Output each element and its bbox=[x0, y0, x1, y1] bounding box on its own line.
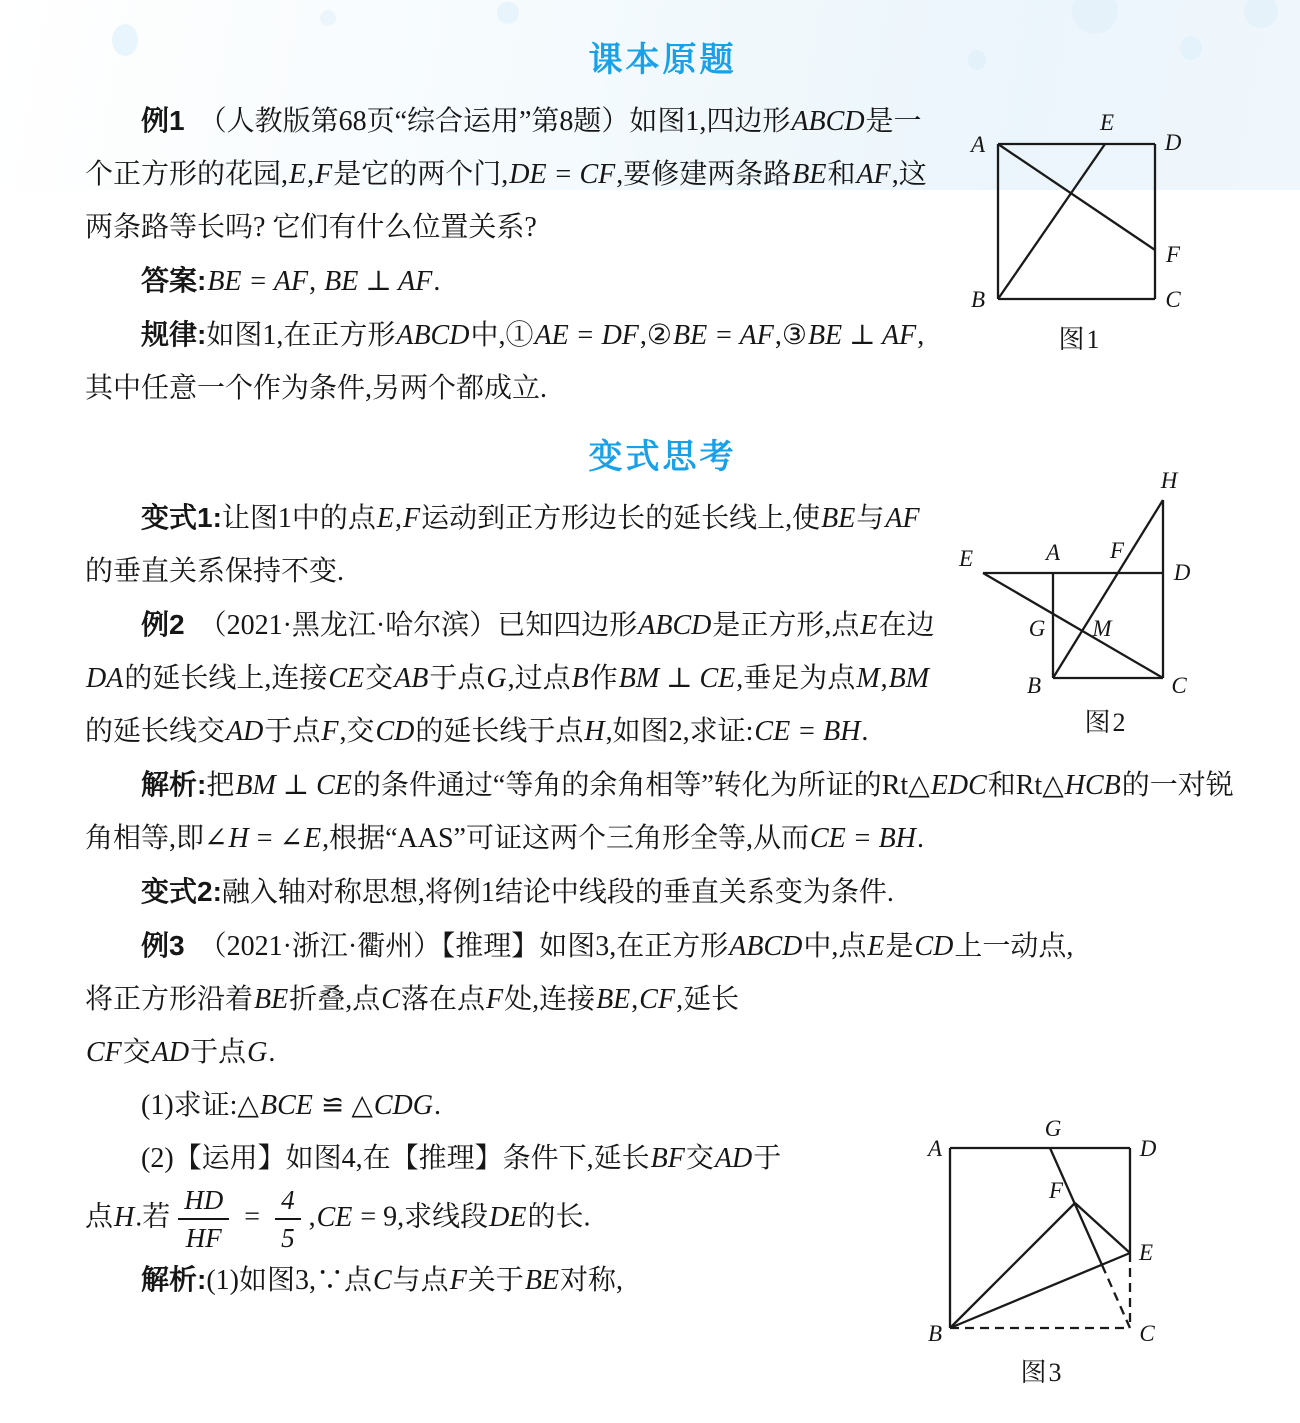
math-run: CD bbox=[914, 931, 954, 962]
text-run: 把 bbox=[206, 770, 235, 801]
math-run: F bbox=[485, 984, 504, 1015]
math-run: ABCD bbox=[396, 320, 470, 351]
text-run: 上一动点, bbox=[954, 931, 1074, 962]
math-run: DE bbox=[489, 1201, 527, 1233]
text-run: ,过点 bbox=[507, 663, 571, 694]
paragraph-variation2 bbox=[85, 865, 1240, 919]
fig1-label-A: A bbox=[970, 132, 986, 157]
figure-1 bbox=[950, 92, 1250, 367]
fig3-label-E: E bbox=[1138, 1240, 1154, 1265]
paragraph-rule1 bbox=[85, 308, 940, 415]
math-run: E bbox=[867, 931, 885, 962]
text-run: 关于 bbox=[467, 1265, 524, 1297]
fig2-label-C: C bbox=[1171, 673, 1187, 698]
text-run: 和Rt△ bbox=[987, 770, 1064, 801]
math-run: BE = AF bbox=[673, 320, 774, 351]
math-run: CF bbox=[639, 984, 676, 1015]
bold-label: 解析: bbox=[141, 1264, 207, 1296]
text-run: , bbox=[309, 266, 324, 297]
math-run: AD bbox=[151, 1037, 190, 1068]
fig3-label-C: C bbox=[1139, 1321, 1155, 1346]
math-run: BE ⊥ AF bbox=[324, 266, 433, 297]
fraction-numerator: 4 bbox=[275, 1185, 301, 1220]
math-run: B bbox=[571, 663, 589, 694]
text-run: （2021·浙江·衢州）【推理】如图3,在正方形 bbox=[184, 931, 729, 962]
text-run: 的延长线于点 bbox=[415, 716, 584, 747]
math-run: C bbox=[381, 984, 400, 1015]
text-run: 的条件通过“等角的余角相等”转化为所证的Rt△ bbox=[352, 770, 930, 801]
bold-label: 解析: bbox=[141, 769, 207, 800]
fig2-label-A: A bbox=[1045, 540, 1061, 565]
math-run: BM ⊥ CE bbox=[235, 770, 352, 801]
math-run: BCE bbox=[259, 1090, 313, 1121]
math-run: CE bbox=[316, 1201, 353, 1233]
text-run: ,交 bbox=[339, 716, 375, 747]
text-run: 如图1,在正方形 bbox=[206, 320, 396, 351]
paragraph-example3-line2 bbox=[85, 973, 880, 1026]
text-run: ,要修建两条路 bbox=[616, 159, 792, 190]
text-run: . bbox=[268, 1037, 276, 1068]
text-run: = bbox=[237, 1201, 268, 1233]
figure-1-square bbox=[998, 144, 1155, 299]
math-run: H bbox=[228, 823, 249, 854]
text-run: 是正方形,点 bbox=[712, 610, 860, 641]
text-run: 折叠,点 bbox=[289, 984, 381, 1015]
fig2-label-H: H bbox=[1160, 468, 1178, 493]
text-run: .若 bbox=[135, 1201, 171, 1233]
math-run: AB bbox=[394, 663, 429, 694]
math-run: E bbox=[303, 823, 322, 854]
paragraph-example3-line1 bbox=[85, 919, 1240, 973]
math-run: BE ⊥ AF bbox=[807, 320, 917, 351]
figure-1-svg bbox=[950, 92, 1250, 367]
paragraph-example1 bbox=[85, 94, 940, 254]
fig1-label-F: F bbox=[1165, 242, 1181, 267]
math-run: HCB bbox=[1064, 770, 1121, 801]
figure-1-caption: 图1 bbox=[1058, 325, 1102, 354]
math-run: BF bbox=[650, 1143, 685, 1174]
text-run: 在边 bbox=[878, 610, 935, 641]
text-run: 交 bbox=[122, 1037, 151, 1068]
text-run: 于点 bbox=[429, 663, 486, 694]
text-run: = ∠ bbox=[249, 823, 303, 854]
paragraph-example2 bbox=[85, 598, 940, 758]
text-run: 交 bbox=[685, 1143, 714, 1174]
text-run: 于 bbox=[753, 1143, 782, 1174]
text-run: 的延长线上,连接 bbox=[124, 663, 328, 694]
paragraph-question1 bbox=[85, 1079, 880, 1132]
fig1-label-B: B bbox=[970, 287, 986, 312]
fraction bbox=[275, 1185, 301, 1253]
math-run: F bbox=[449, 1265, 467, 1297]
text-run: 运动到正方形边长的延长线上,使 bbox=[421, 503, 821, 534]
text-run: = 9,求线段 bbox=[353, 1201, 489, 1233]
math-run: BE bbox=[524, 1265, 560, 1297]
text-run: , bbox=[880, 663, 888, 694]
text-run: 落在点 bbox=[400, 984, 485, 1015]
bold-label: 规律: bbox=[141, 319, 207, 350]
math-run: AF bbox=[856, 159, 891, 190]
text-run: 是 bbox=[885, 931, 914, 962]
math-run: BE = AF bbox=[207, 266, 309, 297]
math-run: ABCD bbox=[791, 106, 865, 137]
figure-3 bbox=[890, 1108, 1200, 1408]
math-run: AD bbox=[226, 716, 264, 747]
figure-2 bbox=[930, 448, 1240, 748]
math-run: BE bbox=[596, 984, 631, 1015]
text-run: 是一个正方形的花园, bbox=[85, 106, 922, 190]
math-run: E bbox=[376, 503, 395, 534]
math-run: CDG bbox=[373, 1090, 433, 1121]
text-run: (2)【运用】如图4,在【推理】条件下,延长 bbox=[141, 1143, 650, 1174]
math-run: ABCD bbox=[729, 931, 803, 962]
text-run: 与 bbox=[856, 503, 885, 534]
bold-label: 例3 bbox=[141, 930, 185, 961]
math-run: F bbox=[321, 716, 339, 747]
text-run: ,垂足为点 bbox=[736, 663, 856, 694]
text-run: , bbox=[395, 503, 403, 534]
math-run: EDC bbox=[930, 770, 987, 801]
text-run: 中,点 bbox=[803, 931, 867, 962]
fig3-label-B: B bbox=[927, 1321, 943, 1346]
math-run: G bbox=[247, 1037, 268, 1068]
section-title-variation-thinking: 变式思考 bbox=[588, 438, 737, 476]
math-run: ABCD bbox=[638, 610, 712, 641]
figure-1-diagonal-lines bbox=[998, 144, 1155, 299]
text-run: 于点 bbox=[190, 1037, 247, 1068]
fraction-numerator: HD bbox=[178, 1185, 229, 1220]
math-run: CD bbox=[375, 716, 415, 747]
text-run: (1)如图3,∵点 bbox=[206, 1265, 372, 1297]
text-run: 对称, bbox=[560, 1265, 624, 1297]
section-title-textbook-original: 课本原题 bbox=[588, 41, 737, 79]
math-run: C bbox=[372, 1265, 392, 1297]
figure-2-caption: 图2 bbox=[1084, 708, 1128, 737]
paragraph-solution3 bbox=[85, 1253, 880, 1307]
math-run: F bbox=[403, 503, 421, 534]
math-run: BE bbox=[792, 159, 827, 190]
text-run: . bbox=[916, 823, 924, 854]
paragraph-question2-fraction bbox=[85, 1185, 880, 1253]
text-run: , bbox=[631, 984, 639, 1015]
text-run: 中,① bbox=[470, 320, 534, 351]
figure-3-svg bbox=[890, 1108, 1200, 1408]
text-run: 的垂直关系保持不变. bbox=[85, 556, 345, 587]
fig3-label-D: D bbox=[1139, 1136, 1157, 1161]
fig2-label-F: F bbox=[1109, 538, 1125, 563]
fig1-label-C: C bbox=[1165, 287, 1181, 312]
figure-2-diagonal-lines bbox=[983, 500, 1163, 678]
text-run: ≌ △ bbox=[313, 1090, 373, 1121]
text-run: . bbox=[433, 266, 441, 297]
fig3-label-F: F bbox=[1048, 1178, 1064, 1203]
bold-label: 答案: bbox=[141, 265, 207, 296]
text-run: （人教版第68页“综合运用”第8题）如图1,四边形 bbox=[184, 106, 791, 137]
fig3-label-A: A bbox=[927, 1136, 943, 1161]
text-run: 的长. bbox=[527, 1201, 591, 1233]
math-run: DE = CF bbox=[509, 159, 616, 190]
math-run: E bbox=[289, 159, 307, 190]
fig2-label-D: D bbox=[1173, 560, 1191, 585]
fraction-denominator: HF bbox=[185, 1223, 222, 1254]
fig2-label-E: E bbox=[958, 546, 974, 571]
text-run: 是它的两个门, bbox=[333, 159, 509, 190]
paragraph-solution2 bbox=[85, 758, 1240, 865]
paragraph-question2 bbox=[85, 1132, 880, 1185]
text-run: 作 bbox=[589, 663, 618, 694]
math-run: AD bbox=[714, 1143, 753, 1174]
figure-2-vertex-labels bbox=[958, 468, 1191, 698]
bold-label: 例1 bbox=[141, 105, 185, 136]
math-run: BE bbox=[821, 503, 856, 534]
math-run: AE = DF bbox=[534, 320, 639, 351]
text-run: ,这两条路等长吗? 它们有什么位置关系? bbox=[85, 159, 927, 243]
figure-1-vertex-labels bbox=[969, 110, 1182, 312]
paragraph-example3-line3 bbox=[85, 1026, 880, 1079]
fig1-label-E: E bbox=[1099, 110, 1115, 135]
figure-3-caption: 图3 bbox=[1020, 1358, 1064, 1387]
text-run: 点 bbox=[85, 1201, 114, 1233]
math-run: BM bbox=[888, 663, 930, 694]
math-run: CE = BH bbox=[754, 716, 861, 747]
math-run: F bbox=[315, 159, 333, 190]
math-run: CF bbox=[86, 1037, 122, 1068]
math-run: CE bbox=[328, 663, 365, 694]
text-run: 将正方形沿着 bbox=[85, 984, 254, 1015]
fraction bbox=[178, 1185, 229, 1253]
text-run: 的延长线交 bbox=[85, 716, 226, 747]
figure-2-extension-lines bbox=[983, 500, 1163, 573]
text-run: ,根据“AAS”可证这两个三角形全等,从而 bbox=[322, 823, 809, 854]
math-run: H bbox=[114, 1201, 135, 1233]
text-run: 与点 bbox=[392, 1265, 449, 1297]
text-run: , bbox=[308, 1201, 316, 1233]
text-run: ,延长 bbox=[676, 984, 740, 1015]
bold-label: 例2 bbox=[141, 609, 185, 640]
math-run: BM ⊥ CE bbox=[618, 663, 736, 694]
math-run: E bbox=[860, 610, 878, 641]
math-run: H bbox=[584, 716, 605, 747]
math-run: DA bbox=[86, 663, 124, 694]
text-run: （2021·黑龙江·哈尔滨）已知四边形 bbox=[184, 610, 638, 641]
math-run: BE bbox=[254, 984, 289, 1015]
paragraph-variation1 bbox=[85, 491, 940, 598]
fig3-label-G: G bbox=[1044, 1116, 1062, 1141]
text-run: 处,连接 bbox=[504, 984, 596, 1015]
text-run: 的一对锐角相等,即∠ bbox=[85, 770, 1234, 854]
text-run: ,其中任意一个作为条件,另两个都成立. bbox=[85, 320, 925, 404]
text-run: 交 bbox=[365, 663, 394, 694]
figure-3-solid-lines bbox=[950, 1148, 1130, 1328]
math-run: G bbox=[486, 663, 507, 694]
fig2-label-M: M bbox=[1092, 616, 1112, 641]
bold-label: 变式2: bbox=[141, 876, 222, 907]
text-run: ,③ bbox=[774, 320, 807, 351]
fraction-denominator: 5 bbox=[281, 1223, 295, 1254]
math-run: M bbox=[856, 663, 880, 694]
fig2-label-G: G bbox=[1028, 616, 1046, 641]
figure-2-svg bbox=[930, 448, 1240, 748]
math-run: AF bbox=[885, 503, 920, 534]
paragraph-answer1 bbox=[85, 254, 940, 308]
math-run: CE = BH bbox=[809, 823, 916, 854]
text-run: 和 bbox=[827, 159, 856, 190]
text-run: ,② bbox=[639, 320, 673, 351]
fig1-label-D: D bbox=[1164, 130, 1182, 155]
bold-label: 变式1: bbox=[141, 502, 222, 533]
text-run: (1)求证:△ bbox=[141, 1090, 259, 1121]
text-run: 于点 bbox=[264, 716, 321, 747]
text-run: ,如图2,求证: bbox=[605, 716, 754, 747]
text-run: . bbox=[433, 1090, 441, 1121]
text-run: 融入轴对称思想,将例1结论中线段的垂直关系变为条件. bbox=[221, 877, 894, 908]
fig2-label-B: B bbox=[1026, 673, 1042, 698]
text-run: , bbox=[307, 159, 315, 190]
text-run: 让图1中的点 bbox=[221, 503, 376, 534]
text-run: . bbox=[861, 716, 869, 747]
